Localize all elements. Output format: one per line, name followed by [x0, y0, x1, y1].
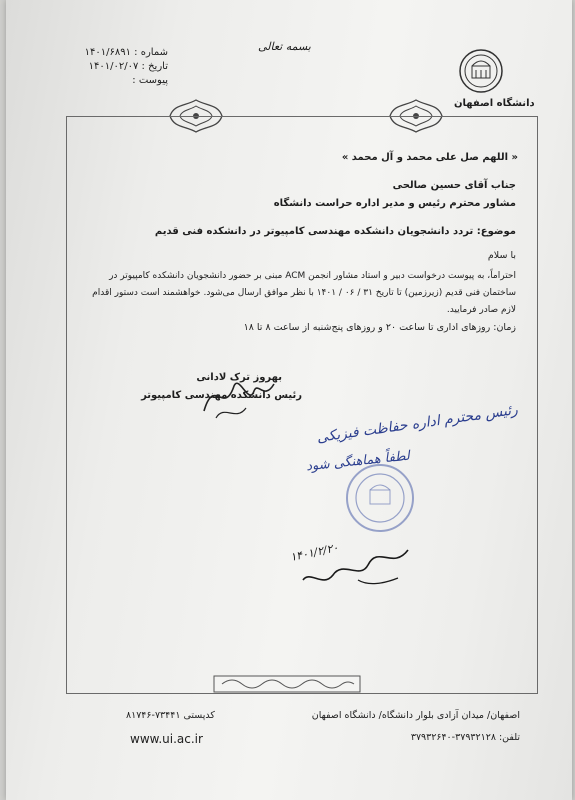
postal-code-value: ۸۱۷۴۶-۷۳۴۴۱ [126, 710, 181, 721]
handwritten-note-1: رئیس محترم اداره حفاظت فیزیکی [315, 401, 519, 447]
letter-meta [76, 46, 168, 88]
date-value: ۱۴۰۱/۰۲/۰۷ [88, 61, 139, 72]
letter-body [56, 268, 516, 319]
handwritten-note-2: لطفاً هماهنگی شود [305, 448, 411, 475]
footer-postal [126, 710, 215, 721]
phone-value: ۳۷۹۳۲۱۲۸-۳۷۹۳۲۶۴۰ [410, 732, 496, 743]
number-label: شماره : [134, 47, 168, 58]
phone-label: تلفن: [498, 732, 520, 743]
signer-name: بهروز ترک لادانی [196, 372, 282, 383]
bottom-ornament-icon [212, 672, 362, 696]
letter-page [6, 0, 572, 800]
subject-label: موضوع: [476, 226, 516, 237]
time-line: زمان: روزهای اداری تا ساعت ۲۰ و روزهای پنج‌شنبه از ساعت ۸ تا ۱۸ [243, 322, 516, 333]
footer-address: اصفهان/ میدان آزادی بلوار دانشگاه/ دانشگاه اصفهان [311, 710, 520, 721]
date-label: تاریخ : [141, 61, 168, 72]
signature-scribble-icon [194, 366, 284, 426]
salawat: « اللهم صل علی محمد و آل محمد » [341, 152, 518, 163]
subject-line [155, 226, 516, 237]
postal-code-label: کدپستی [183, 710, 215, 721]
footer-phone [411, 732, 520, 743]
official-stamp-icon [344, 462, 416, 534]
recipient-name: جناب آقای حسین صالحی [392, 180, 516, 191]
recipient-title: مشاور محترم رئیس و مدیر اداره حراست دانشگاه [273, 198, 516, 209]
basmala: بسمه تعالی [258, 40, 311, 53]
number-value: ۱۴۰۱/۶۸۹۱ [84, 47, 131, 58]
subject-text: تردد دانشجویان دانشکده مهندسی کامپیوتر در دانشکده فنی قدیم [154, 226, 474, 237]
university-name: دانشگاه اصفهان [454, 98, 535, 109]
body-line: لازم صادر فرمایید. [446, 305, 516, 315]
greeting: با سلام [487, 250, 516, 261]
approval-date: ۱۴۰۱/۲/۲۰ [289, 541, 340, 564]
website-link[interactable]: www.ui.ac.ir [130, 732, 203, 746]
signer-title: رئیس دانشکده مهندسی کامپیوتر [141, 390, 302, 401]
body-line: احتراماً، به پیوست درخواست دبیر و استاد مشاور انجمن ACM مبنی بر حضور دانشجویان دانشکده کامپیوتر در [109, 271, 516, 281]
body-line: ساختمان فنی قدیم (زیرزمین) تا تاریخ ۳۱ / ۰۶ / ۱۴۰۱ با نظر موافق ارسال می‌شود. خواهشمند است دستور اقدام [92, 288, 516, 298]
university-logo [458, 48, 504, 94]
attachment-label: پیوست : [132, 75, 168, 86]
